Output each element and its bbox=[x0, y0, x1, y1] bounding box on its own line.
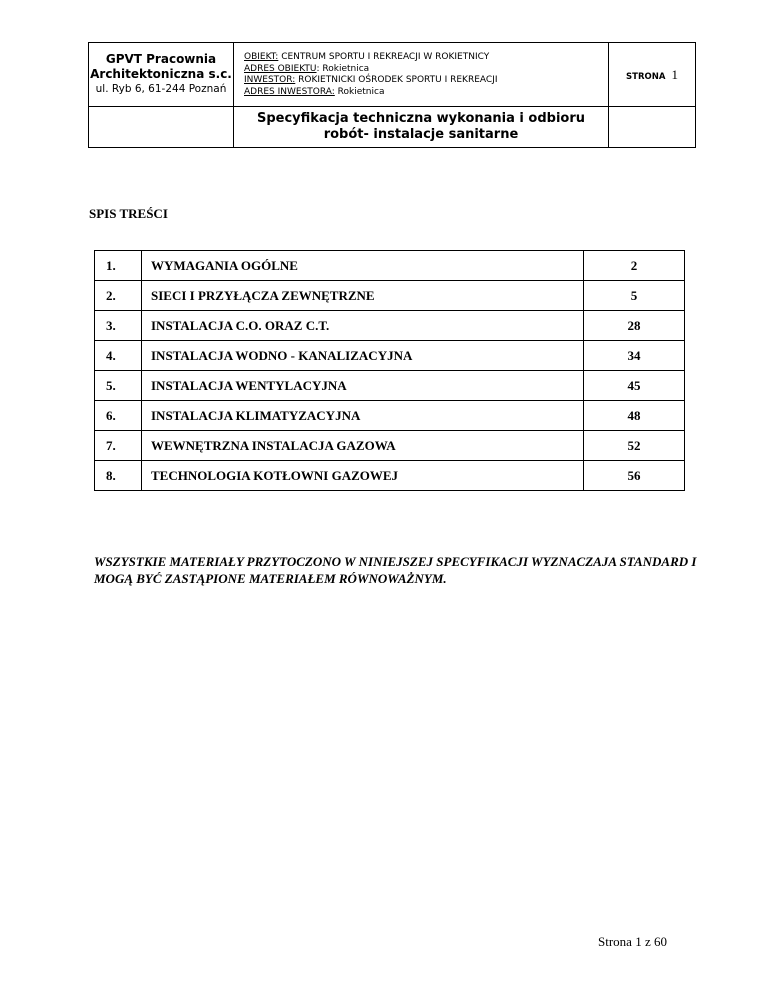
toc-title: SIECI I PRZYŁĄCZA ZEWNĘTRZNE bbox=[142, 281, 584, 311]
toc-number: 3. bbox=[95, 311, 142, 341]
spec-title-line1: Specyfikacja techniczna wykonania i odbioru bbox=[256, 111, 586, 126]
toc-title: INSTALACJA WODNO - KANALIZACYJNA bbox=[142, 341, 584, 371]
toc-title: TECHNOLOGIA KOTŁOWNI GAZOWEJ bbox=[142, 461, 584, 491]
toc-page: 45 bbox=[584, 371, 685, 401]
empty-cell-right bbox=[609, 107, 696, 148]
toc-page: 34 bbox=[584, 341, 685, 371]
page-number-cell bbox=[609, 43, 696, 107]
toc-title: INSTALACJA KLIMATYZACYJNA bbox=[142, 401, 584, 431]
toc-title: INSTALACJA C.O. ORAZ C.T. bbox=[142, 311, 584, 341]
toc-row bbox=[95, 341, 685, 371]
toc-title: INSTALACJA WENTYLACYJNA bbox=[142, 371, 584, 401]
object-line bbox=[244, 52, 608, 64]
toc-table bbox=[94, 250, 685, 491]
investor-label: INWESTOR: bbox=[244, 75, 296, 85]
toc-row bbox=[95, 251, 685, 281]
page-footer: Strona 1 z 60 bbox=[598, 934, 667, 949]
spec-title-cell bbox=[234, 107, 609, 148]
toc-number: 1. bbox=[95, 251, 142, 281]
company-address: ul. Ryb 6, 61-244 Poznań bbox=[95, 83, 227, 95]
toc-number: 8. bbox=[95, 461, 142, 491]
toc-number: 7. bbox=[95, 431, 142, 461]
investor-address-label: ADRES INWESTORA: bbox=[244, 86, 335, 97]
toc-number: 4. bbox=[95, 341, 142, 371]
object-address-label: ADRES OBIEKTU bbox=[244, 63, 317, 74]
company-name-line1: GPVT Pracownia bbox=[105, 52, 217, 66]
investor-value: ROKIETNICKI OŚRODEK SPORTU I REKREACJI bbox=[295, 75, 498, 85]
toc-row bbox=[95, 371, 685, 401]
toc-number: 6. bbox=[95, 401, 142, 431]
toc-number: 2. bbox=[95, 281, 142, 311]
investor-line bbox=[244, 75, 608, 87]
toc-title: WYMAGANIA OGÓLNE bbox=[142, 251, 584, 281]
toc-row bbox=[95, 311, 685, 341]
investor-address-line bbox=[244, 87, 608, 99]
toc-page: 48 bbox=[584, 401, 685, 431]
object-info-cell bbox=[234, 43, 609, 107]
investor-address-value: Rokietnica bbox=[334, 86, 385, 97]
object-label: OBIEKT: bbox=[244, 52, 279, 62]
document-header bbox=[88, 42, 696, 148]
object-address-line bbox=[244, 64, 608, 76]
toc-page: 28 bbox=[584, 311, 685, 341]
company-name-line2: Architektoniczna s.c. bbox=[90, 67, 232, 81]
toc-page: 56 bbox=[584, 461, 685, 491]
toc-number: 5. bbox=[95, 371, 142, 401]
page-label: STRONA bbox=[626, 71, 666, 82]
page-number: 1 bbox=[671, 66, 678, 82]
toc-row bbox=[95, 461, 685, 491]
toc-title: WEWNĘTRZNA INSTALACJA GAZOWA bbox=[142, 431, 584, 461]
toc-heading: SPIS TREŚCI bbox=[89, 206, 168, 221]
toc-row bbox=[95, 431, 685, 461]
toc-page: 5 bbox=[584, 281, 685, 311]
toc-page: 2 bbox=[584, 251, 685, 281]
empty-cell-left bbox=[89, 107, 234, 148]
materials-note: WSZYSTKIE MATERIAŁY PRZYTOCZONO W NINIEJSZEJ SPECYFIKACJI WYZNACZAJA STANDARD I MOGĄ BYĆ ZASTĄPIONE MATERIAŁEM RÓWNOWAŻNYM. bbox=[94, 554, 697, 586]
toc-row bbox=[95, 281, 685, 311]
toc-row bbox=[95, 401, 685, 431]
object-value: CENTRUM SPORTU I REKREACJI W ROKIETNICY bbox=[278, 52, 490, 62]
object-address-value: : Rokietnica bbox=[316, 63, 370, 74]
spec-title-line2: robót- instalacje sanitarne bbox=[323, 127, 519, 142]
toc-page: 52 bbox=[584, 431, 685, 461]
company-cell bbox=[89, 43, 234, 107]
